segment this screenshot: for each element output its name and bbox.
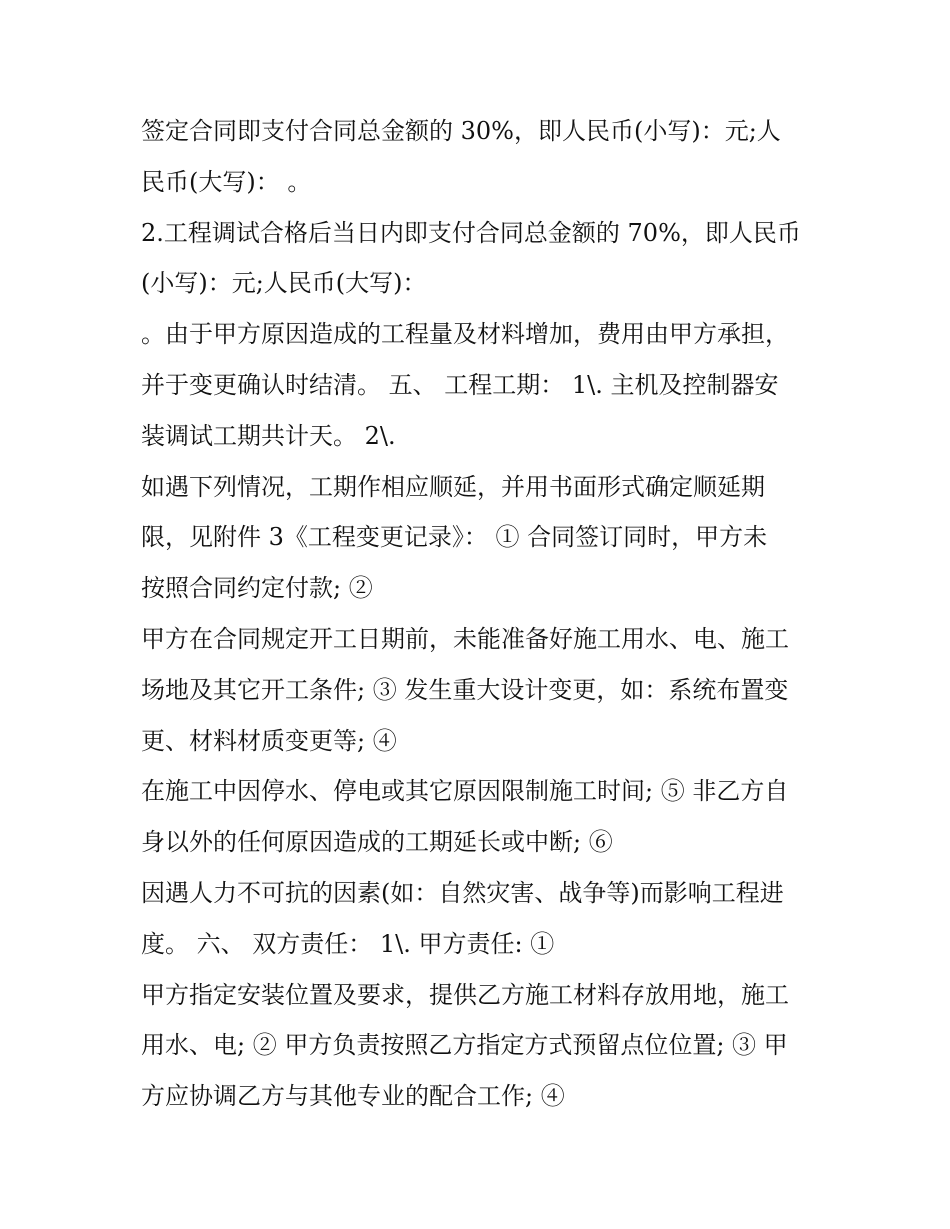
text-line: 甲方指定安装位置及要求，提供乙方施工材料存放用地，施工 bbox=[141, 980, 789, 1009]
contract-text bbox=[141, 106, 821, 1122]
text-line: 在施工中因停水、停电或其它原因限制施工时间; ⑤ 非乙方自 bbox=[141, 777, 789, 806]
text-line: 装调试工期共计天。 2\. bbox=[141, 421, 396, 450]
text-line: 用水、电; ② 甲方负责按照乙方指定方式预留点位位置; ③ 甲 bbox=[141, 1031, 788, 1060]
text-line: 更、材料材质变更等; ④ bbox=[141, 726, 397, 755]
text-line: 按照合同约定付款; ② bbox=[141, 574, 373, 603]
text-line: 并于变更确认时结清。 五、 工程工期： 1\. 主机及控制器安 bbox=[141, 370, 779, 399]
text-line: (小写)：元;人民币(大写)： bbox=[141, 269, 427, 298]
text-line: 方应协调乙方与其他专业的配合工作; ④ bbox=[141, 1082, 565, 1111]
text-line: 因遇人力不可抗的因素(如：自然灾害、战争等)而影响工程进 bbox=[141, 878, 784, 907]
text-line: 民币(大写)： 。 bbox=[141, 167, 312, 196]
text-line: 2.工程调试合格后当日内即支付合同总金额的 70%，即人民币 bbox=[141, 218, 801, 247]
text-line: 甲方在合同规定开工日期前，未能准备好施工用水、电、施工 bbox=[141, 624, 789, 653]
text-line: 限，见附件 3《工程变更记录》： ① 合同签订同时，甲方未 bbox=[141, 523, 768, 552]
text-line: 。由于甲方原因造成的工程量及材料增加，费用由甲方承担， bbox=[141, 320, 789, 349]
text-line: 身以外的任何原因造成的工期延长或中断; ⑥ bbox=[141, 828, 613, 857]
text-line: 度。 六、 双方责任： 1\. 甲方责任: ① bbox=[141, 929, 555, 958]
text-line: 如遇下列情况，工期作相应顺延，并用书面形式确定顺延期 bbox=[141, 472, 765, 501]
text-line: 签定合同即支付合同总金额的 30%，即人民币(小写)：元;人 bbox=[141, 117, 781, 145]
text-line: 场地及其它开工条件; ③ 发生重大设计变更，如：系统布置变 bbox=[141, 675, 789, 704]
